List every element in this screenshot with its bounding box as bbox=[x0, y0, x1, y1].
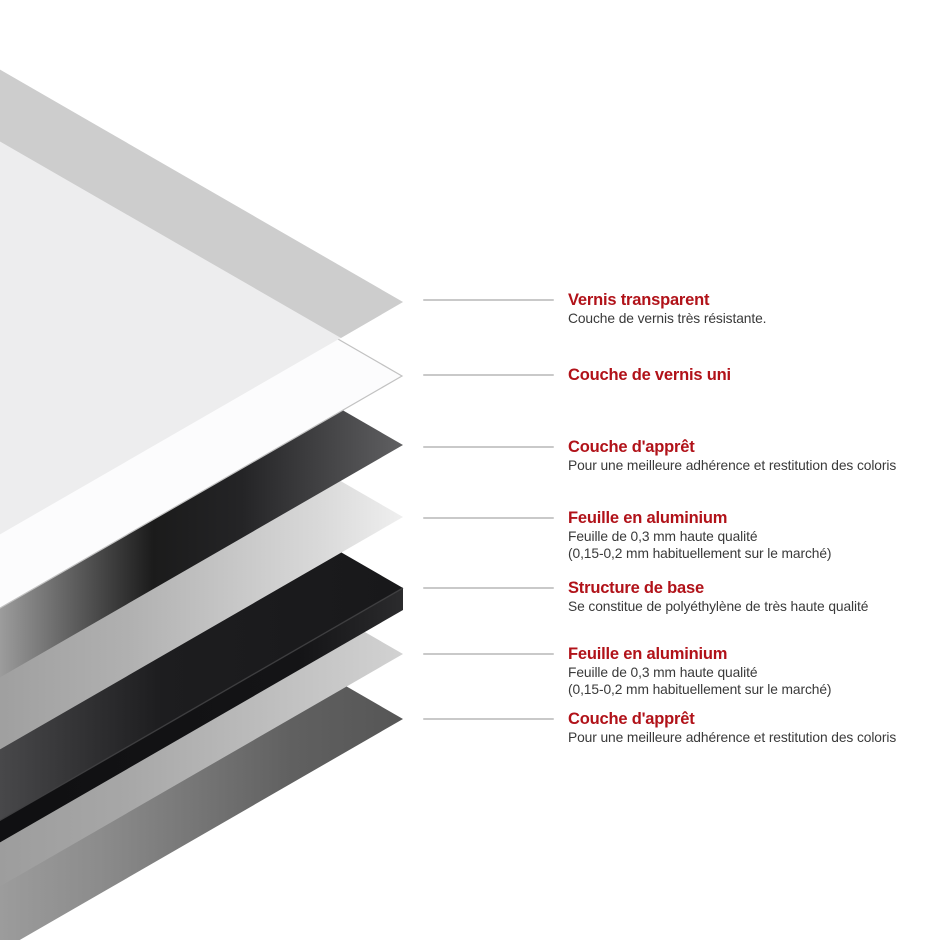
label-description-line: Pour une meilleure adhérence et restitution des coloris bbox=[568, 730, 897, 745]
label-description-line: Feuille de 0,3 mm haute qualité bbox=[568, 529, 758, 544]
label-title: Couche de vernis uni bbox=[568, 366, 731, 384]
leader-line-primer-bottom bbox=[423, 718, 554, 720]
label-aluminium-top bbox=[568, 508, 938, 562]
label-base-structure bbox=[568, 578, 938, 616]
label-description-line: Se constitue de polyéthylène de très haute qualité bbox=[568, 599, 869, 614]
label-title: Feuille en aluminium bbox=[568, 645, 728, 663]
label-description-line: (0,15-0,2 mm habituellement sur le marché) bbox=[568, 545, 832, 561]
label-description-line: (0,15-0,2 mm habituellement sur le marché) bbox=[568, 681, 832, 697]
label-primer-top bbox=[568, 437, 938, 475]
label-title: Couche d'apprêt bbox=[568, 438, 695, 456]
label-title: Couche d'apprêt bbox=[568, 710, 695, 728]
label-description-line: Feuille de 0,3 mm haute qualité bbox=[568, 665, 758, 680]
leader-line-primer-top bbox=[423, 446, 554, 448]
label-aluminium-bottom bbox=[568, 644, 938, 698]
label-clear-varnish bbox=[568, 290, 938, 328]
leader-line-aluminium-bottom bbox=[423, 653, 554, 655]
label-title: Structure de base bbox=[568, 579, 704, 597]
leader-line-clear-varnish bbox=[423, 299, 554, 301]
label-primer-bottom bbox=[568, 709, 938, 747]
leader-line-solid-varnish bbox=[423, 374, 554, 376]
label-description-line: Couche de vernis très résistante. bbox=[568, 311, 767, 326]
label-title: Feuille en aluminium bbox=[568, 509, 728, 527]
label-description-line: Pour une meilleure adhérence et restitution des coloris bbox=[568, 458, 897, 473]
leader-line-aluminium-top bbox=[423, 517, 554, 519]
label-solid-varnish bbox=[568, 365, 938, 385]
label-title: Vernis transparent bbox=[568, 291, 710, 309]
leader-line-base-structure bbox=[423, 587, 554, 589]
